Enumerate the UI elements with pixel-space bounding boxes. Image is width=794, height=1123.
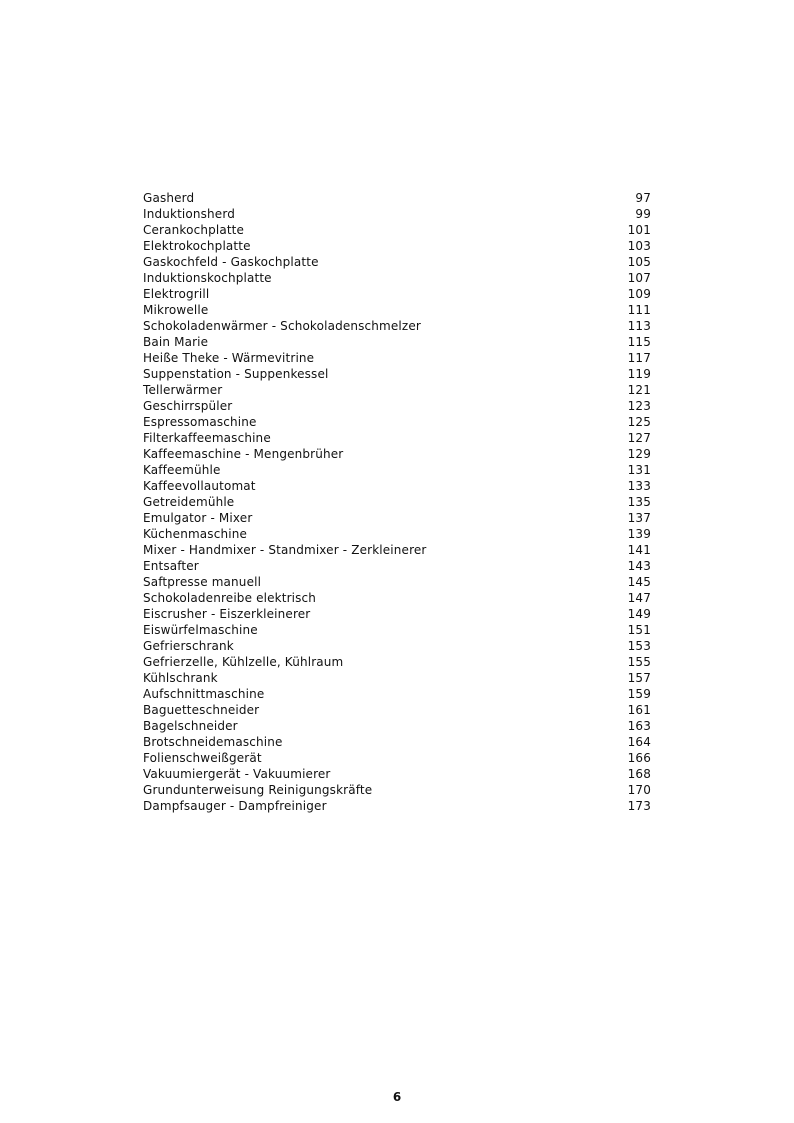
toc-entry-title: Dampfsauger - Dampfreiniger [143, 799, 327, 813]
toc-entry-title: Heiße Theke - Wärmevitrine [143, 351, 315, 365]
toc-entry-page: 159 [627, 687, 651, 701]
toc-entry-title: Schokoladenwärmer - Schokoladenschmelzer [143, 319, 421, 333]
toc-entry [143, 238, 651, 254]
toc-entry-page: 135 [627, 495, 651, 509]
toc-entry-page: 113 [627, 319, 651, 333]
toc-entry-page: 121 [627, 383, 651, 397]
toc-entry [143, 286, 651, 302]
toc-entry-page: 173 [627, 799, 651, 813]
toc-entry-page: 151 [627, 623, 651, 637]
toc-entry-page: 157 [627, 671, 651, 685]
toc-entry-title: Kühlschrank [143, 671, 218, 685]
toc-entry-title: Gasherd [143, 191, 195, 205]
toc-entry-page: 101 [627, 223, 651, 237]
toc-entry-page: 166 [627, 751, 651, 765]
toc-entry-page: 139 [627, 527, 651, 541]
toc-entry-page: 129 [627, 447, 651, 461]
toc-entry-title: Kaffeemühle [143, 463, 221, 477]
toc-entry [143, 590, 651, 606]
toc-entry-title: Saftpresse manuell [143, 575, 262, 589]
toc-entry [143, 702, 651, 718]
toc-entry [143, 302, 651, 318]
toc-entry-title: Espressomaschine [143, 415, 257, 429]
toc-entry [143, 574, 651, 590]
toc-entry [143, 750, 651, 766]
toc-entry-page: 123 [627, 399, 651, 413]
toc-entry [143, 782, 651, 798]
toc-entry-page: 163 [627, 719, 651, 733]
toc-entry-page: 143 [627, 559, 651, 573]
toc-entry [143, 350, 651, 366]
toc-entry [143, 718, 651, 734]
toc-entry [143, 686, 651, 702]
toc-entry-title: Getreidemühle [143, 495, 235, 509]
toc-entry-page: 164 [627, 735, 651, 749]
toc-entry [143, 638, 651, 654]
toc-entry [143, 558, 651, 574]
toc-entry-title: Mikrowelle [143, 303, 209, 317]
toc-entry [143, 206, 651, 222]
toc-entry [143, 222, 651, 238]
toc-entry-page: 149 [627, 607, 651, 621]
toc-entry [143, 734, 651, 750]
toc-entry-title: Bagelschneider [143, 719, 238, 733]
toc-entry-title: Eiswürfelmaschine [143, 623, 258, 637]
toc-entry-title: Brotschneidemaschine [143, 735, 283, 749]
table-of-contents [143, 190, 651, 814]
toc-entry-title: Küchenmaschine [143, 527, 247, 541]
toc-entry [143, 542, 651, 558]
toc-entry [143, 766, 651, 782]
toc-entry-title: Emulgator - Mixer [143, 511, 253, 525]
toc-entry-page: 97 [635, 191, 651, 205]
toc-entry-title: Kaffeemaschine - Mengenbrüher [143, 447, 344, 461]
toc-entry-title: Mixer - Handmixer - Standmixer - Zerkleinerer [143, 543, 427, 557]
toc-entry-page: 125 [627, 415, 651, 429]
toc-entry-page: 153 [627, 639, 651, 653]
toc-entry [143, 270, 651, 286]
toc-entry-page: 105 [627, 255, 651, 269]
toc-entry [143, 478, 651, 494]
toc-entry [143, 526, 651, 542]
toc-entry-page: 119 [627, 367, 651, 381]
toc-entry-title: Kaffeevollautomat [143, 479, 256, 493]
toc-entry-title: Elektrogrill [143, 287, 210, 301]
toc-entry-page: 141 [627, 543, 651, 557]
toc-entry-page: 155 [627, 655, 651, 669]
toc-entry [143, 510, 651, 526]
toc-entry-page: 109 [627, 287, 651, 301]
toc-entry-title: Entsafter [143, 559, 199, 573]
toc-entry-page: 145 [627, 575, 651, 589]
toc-entry-title: Filterkaffeemaschine [143, 431, 271, 445]
toc-entry [143, 398, 651, 414]
toc-entry [143, 462, 651, 478]
toc-entry-title: Gefrierschrank [143, 639, 234, 653]
page-number: 6 [392, 1090, 402, 1104]
toc-entry [143, 670, 651, 686]
toc-entry-page: 147 [627, 591, 651, 605]
toc-entry-page: 111 [627, 303, 651, 317]
toc-entry [143, 606, 651, 622]
toc-entry-page: 103 [627, 239, 651, 253]
toc-entry [143, 190, 651, 206]
toc-entry [143, 366, 651, 382]
toc-entry-page: 127 [627, 431, 651, 445]
toc-entry-page: 131 [627, 463, 651, 477]
toc-entry-page: 99 [635, 207, 651, 221]
toc-entry-title: Eiscrusher - Eiszerkleinerer [143, 607, 311, 621]
toc-entry-title: Vakuumiergerät - Vakuumierer [143, 767, 331, 781]
toc-entry-title: Aufschnittmaschine [143, 687, 265, 701]
toc-entry [143, 654, 651, 670]
toc-entry [143, 334, 651, 350]
toc-entry-title: Tellerwärmer [143, 383, 223, 397]
toc-entry-page: 168 [627, 767, 651, 781]
toc-entry [143, 382, 651, 398]
toc-entry-title: Suppenstation - Suppenkessel [143, 367, 329, 381]
toc-entry-page: 161 [627, 703, 651, 717]
toc-entry-title: Schokoladenreibe elektrisch [143, 591, 317, 605]
toc-entry-title: Induktionskochplatte [143, 271, 272, 285]
toc-entry-page: 117 [627, 351, 651, 365]
toc-entry-title: Baguetteschneider [143, 703, 260, 717]
toc-entry [143, 430, 651, 446]
toc-entry-title: Bain Marie [143, 335, 209, 349]
toc-entry-title: Geschirrspüler [143, 399, 233, 413]
toc-entry-title: Induktionsherd [143, 207, 235, 221]
toc-entry [143, 622, 651, 638]
toc-entry-title: Gaskochfeld - Gaskochplatte [143, 255, 319, 269]
toc-entry-page: 137 [627, 511, 651, 525]
toc-entry [143, 494, 651, 510]
toc-entry [143, 414, 651, 430]
toc-entry [143, 318, 651, 334]
toc-entry-title: Elektrokochplatte [143, 239, 251, 253]
toc-entry-page: 133 [627, 479, 651, 493]
toc-entry-page: 107 [627, 271, 651, 285]
toc-entry-title: Folienschweißgerät [143, 751, 262, 765]
toc-entry-title: Grundunterweisung Reinigungskräfte [143, 783, 373, 797]
toc-entry [143, 446, 651, 462]
toc-entry-title: Cerankochplatte [143, 223, 245, 237]
toc-entry-page: 115 [627, 335, 651, 349]
toc-entry-title: Gefrierzelle, Kühlzelle, Kühlraum [143, 655, 344, 669]
toc-entry [143, 254, 651, 270]
toc-entry-page: 170 [627, 783, 651, 797]
toc-entry [143, 798, 651, 814]
